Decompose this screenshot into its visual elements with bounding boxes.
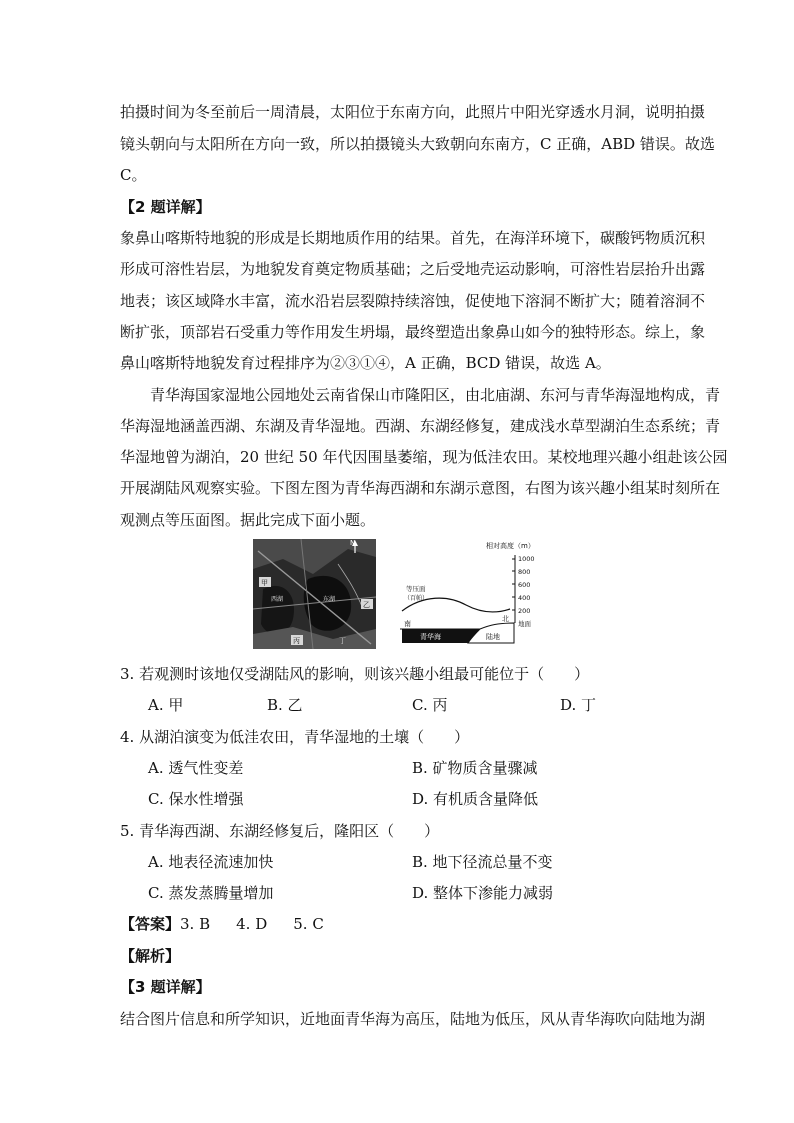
paragraph-line: 结合图片信息和所学知识，近地面青华海为高压，陆地为低压，风从青华海吹向陆地为湖 <box>120 1010 706 1028</box>
answer-line <box>120 914 324 934</box>
isobar-figure <box>398 539 550 647</box>
paragraph-line: 开展湖陆风观察实验。下图左图为青华海西湖和东湖示意图，右图为该兴趣小组某时刻所在 <box>120 479 721 497</box>
question-4-stem: 4. 从湖泊演变为低洼农田，青华湿地的土壤（ ） <box>120 728 470 746</box>
paragraph-line: 镜头朝向与太阳所在方向一致，所以拍摄镜头大致朝向东南方，C 正确，ABD 错误。故选 <box>120 135 715 153</box>
question-5-option-d[interactable]: D. 整体下渗能力减弱 <box>412 884 554 902</box>
isobar-unit: （百帕） <box>404 595 429 602</box>
paragraph-line: 华湿地曾为湖泊，20 世纪 50 年代因围垦萎缩，现为低洼农田。某校地理兴趣小组赴该公园 <box>120 448 728 466</box>
ground-label: 地面 <box>518 620 531 628</box>
q3-detail-heading: 【3 题详解】 <box>120 978 211 996</box>
question-3-stem: 3. 若观测时该地仅受湖陆风的影响，则该兴趣小组最可能位于（ ） <box>120 665 590 683</box>
map-label-jia: 甲 <box>261 579 268 587</box>
map-label-ding: 丁 <box>339 637 346 645</box>
q2-detail-heading: 【2 题详解】 <box>120 198 211 216</box>
isobar-label: 等压面 <box>406 585 426 593</box>
paragraph-line: 观测点等压面图。据此完成下面小题。 <box>120 511 376 529</box>
question-4-option-d[interactable]: D. 有机质含量降低 <box>412 790 539 808</box>
north-arrow-label: N <box>350 539 356 547</box>
paragraph-line: 鼻山喀斯特地貌发育过程排序为②③①④，A 正确，BCD 错误，故选 A。 <box>120 354 611 372</box>
south-label: 南 <box>404 620 411 628</box>
paragraph-line: 华海湿地涵盖西湖、东湖及青华湿地。西湖、东湖经修复，建成浅水草型湖泊生态系统；青 <box>120 417 721 435</box>
answer-item: 4. D <box>236 915 268 933</box>
paragraph-line: 地表；该区域降水丰富，流水沿岩层裂隙持续溶蚀，促使地下溶洞不断扩大；随着溶洞不 <box>120 292 706 310</box>
question-3-option-c[interactable]: C. 丙 <box>412 696 448 714</box>
y-tick: 200 <box>518 607 531 615</box>
y-tick: 600 <box>518 581 531 589</box>
paragraph-line: 象鼻山喀斯特地貌的形成是长期地质作用的结果。首先，在海洋环境下，碳酸钙物质沉积 <box>120 229 706 247</box>
y-tick: 1000 <box>518 555 535 563</box>
question-4-option-c[interactable]: C. 保水性增强 <box>148 790 244 808</box>
question-4-option-b[interactable]: B. 矿物质含量骤减 <box>412 759 538 777</box>
y-tick: 800 <box>518 568 531 576</box>
question-3-option-b[interactable]: B. 乙 <box>267 696 303 714</box>
paragraph-line: 形成可溶性岩层，为地貌发育奠定物质基础；之后受地壳运动影响，可溶性岩层抬升出露 <box>120 260 706 278</box>
answer-item: 3. B <box>180 915 211 933</box>
question-5-option-a[interactable]: A. 地表径流速加快 <box>148 853 274 871</box>
y-axis-title: 相对高度（m） <box>486 542 535 550</box>
sea-label: 青华海 <box>420 633 441 641</box>
y-tick: 400 <box>518 594 531 602</box>
map-label-bing: 丙 <box>293 637 300 645</box>
answer-item: 5. C <box>293 915 324 933</box>
question-5-stem: 5. 青华海西湖、东湖经修复后，隆阳区（ ） <box>120 822 440 840</box>
question-4-option-a[interactable]: A. 透气性变差 <box>148 759 244 777</box>
north-label: 北 <box>502 615 509 623</box>
question-5-option-b[interactable]: B. 地下径流总量不变 <box>412 853 553 871</box>
paragraph-line: 拍摄时间为冬至前后一周清晨，太阳位于东南方向，此照片中阳光穿透水月洞，说明拍摄 <box>120 103 706 121</box>
map-label-west-lake: 西湖 <box>271 596 284 603</box>
paragraph-line: C。 <box>120 166 147 184</box>
question-3-option-d[interactable]: D. 丁 <box>560 696 597 714</box>
land-label: 陆地 <box>486 633 500 641</box>
analysis-heading: 【解析】 <box>120 947 181 965</box>
map-label-yi: 乙 <box>363 601 370 609</box>
paragraph-line: 青华海国家湿地公园地处云南省保山市隆阳区，由北庙湖、东河与青华海湿地构成，青 <box>150 386 721 404</box>
answer-label: 【答案】 <box>120 915 181 933</box>
lake-map-figure <box>253 539 376 649</box>
question-3-option-a[interactable]: A. 甲 <box>148 696 184 714</box>
map-label-east-lake: 东湖 <box>323 596 336 603</box>
paragraph-line: 断扩张，顶部岩石受重力等作用发生坍塌，最终塑造出象鼻山如今的独特形态。综上，象 <box>120 323 706 341</box>
question-5-option-c[interactable]: C. 蒸发蒸腾量增加 <box>148 884 274 902</box>
